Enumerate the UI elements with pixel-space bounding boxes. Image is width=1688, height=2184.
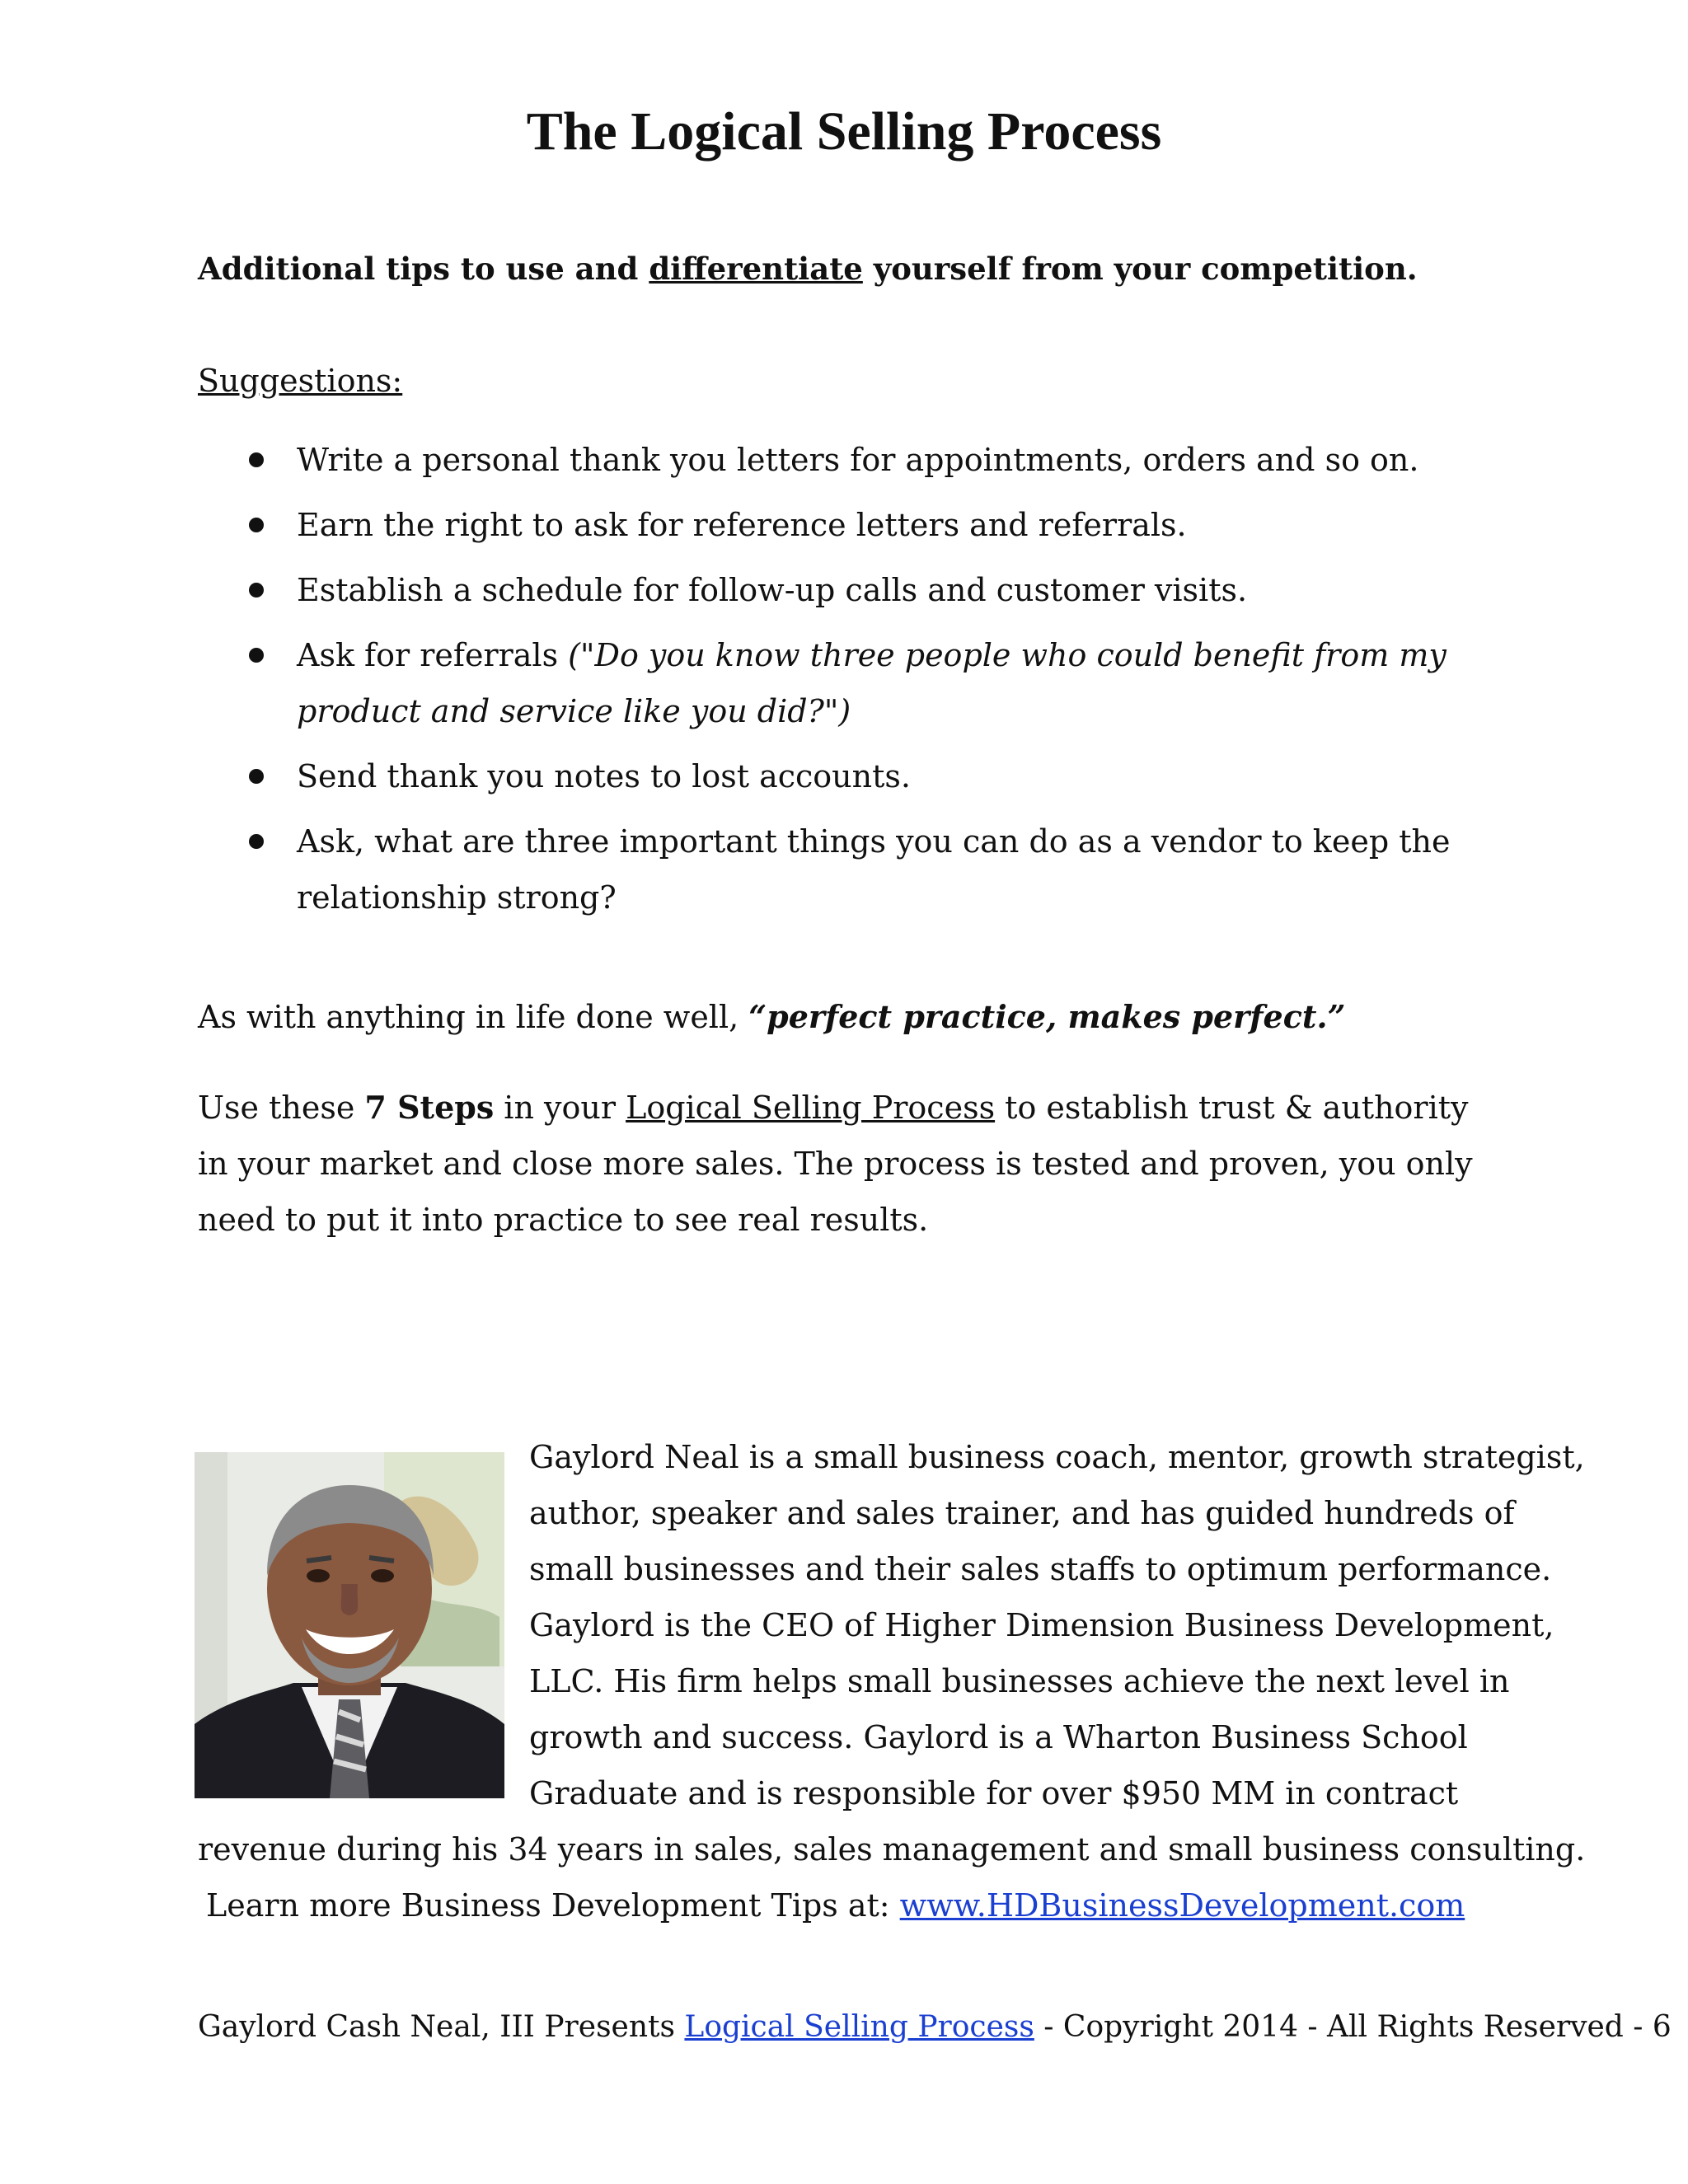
bio-line: Gaylord Neal is a small business coach, mentor, growth strategist, bbox=[529, 1439, 1585, 1475]
list-item bbox=[198, 562, 1517, 618]
bio-line: author, speaker and sales trainer, and has guided hundreds of bbox=[529, 1495, 1515, 1531]
website-link[interactable]: www.HDBusinessDevelopment.com bbox=[899, 1887, 1465, 1924]
list-item bbox=[198, 627, 1517, 739]
list-item bbox=[198, 432, 1517, 488]
practice-emphasis: “perfect practice, makes perfect.” bbox=[748, 998, 1346, 1035]
subtitle bbox=[198, 246, 1517, 292]
suggestions-label: Suggestions: bbox=[198, 363, 403, 399]
bio-line: small businesses and their sales staffs to optimum performance. bbox=[529, 1551, 1552, 1587]
tip-text: Establish a schedule for follow-up calls and customer visits. bbox=[297, 572, 1248, 608]
learn-more-label: Learn more Business Development Tips at: bbox=[206, 1887, 900, 1924]
subtitle-before: Additional tips to use and bbox=[198, 251, 649, 287]
tip-text: Earn the right to ask for reference letters and referrals. bbox=[297, 507, 1187, 543]
steps-text: to establish trust & authority in your market and close more sales. The process is tested and proven, you only need to put it into practice to see real results. bbox=[198, 1090, 1473, 1238]
bio-tail bbox=[198, 1821, 1586, 1933]
steps-text: in your bbox=[494, 1090, 626, 1126]
bio-line: Gaylord is the CEO of Higher Dimension Business Development, bbox=[529, 1607, 1554, 1643]
tip-text: Ask, what are three important things you can do as a vendor to keep the relationship strong? bbox=[297, 823, 1451, 916]
bullet-icon bbox=[249, 834, 264, 849]
tip-text: Ask for referrals bbox=[297, 637, 569, 673]
bio-line: growth and success. Gaylord is a Wharton Business School bbox=[529, 1719, 1468, 1755]
bullet-icon bbox=[249, 648, 264, 663]
bio-text bbox=[529, 1429, 1585, 1821]
steps-paragraph bbox=[198, 1080, 1500, 1248]
list-item bbox=[198, 813, 1517, 926]
subtitle-after: yourself from your competition. bbox=[862, 251, 1418, 287]
bullet-icon bbox=[249, 583, 264, 598]
steps-underlined: Logical Selling Process bbox=[626, 1090, 996, 1126]
bullet-icon bbox=[249, 518, 264, 532]
steps-bold: 7 Steps bbox=[364, 1089, 495, 1126]
footer-text: Gaylord Cash Neal, III Presents bbox=[198, 2010, 685, 2044]
bullet-icon bbox=[249, 452, 264, 467]
list-item bbox=[198, 748, 1517, 804]
learn-more-line bbox=[198, 1877, 1550, 1933]
footer-link[interactable]: Logical Selling Process bbox=[684, 2010, 1034, 2044]
page-footer bbox=[198, 2003, 1672, 2052]
practice-quote-line bbox=[198, 989, 1517, 1045]
bio-line: revenue during his 34 years in sales, sales management and small business consulting. bbox=[198, 1831, 1586, 1868]
bio-line: Graduate and is responsible for over $950 MM in contract bbox=[529, 1775, 1459, 1811]
tip-text: Send thank you notes to lost accounts. bbox=[297, 758, 911, 794]
page-title: The Logical Selling Process bbox=[526, 101, 1162, 162]
tip-italic: ("Do you know three people who could benefit from my product and service like you did?") bbox=[297, 637, 1447, 729]
practice-text: As with anything in life done well, bbox=[198, 999, 749, 1035]
bullet-icon bbox=[249, 769, 264, 784]
suggestions-list bbox=[198, 432, 1517, 935]
author-photo bbox=[195, 1452, 504, 1798]
footer-text: - Copyright 2014 - All Rights Reserved - 6 bbox=[1034, 2010, 1672, 2044]
bio-line: LLC. His firm helps small businesses achieve the next level in bbox=[529, 1663, 1510, 1699]
steps-text: Use these bbox=[198, 1090, 365, 1126]
list-item bbox=[198, 497, 1517, 553]
subtitle-underlined-word: differentiate bbox=[649, 251, 863, 287]
tip-text: Write a personal thank you letters for appointments, orders and so on. bbox=[297, 442, 1419, 478]
